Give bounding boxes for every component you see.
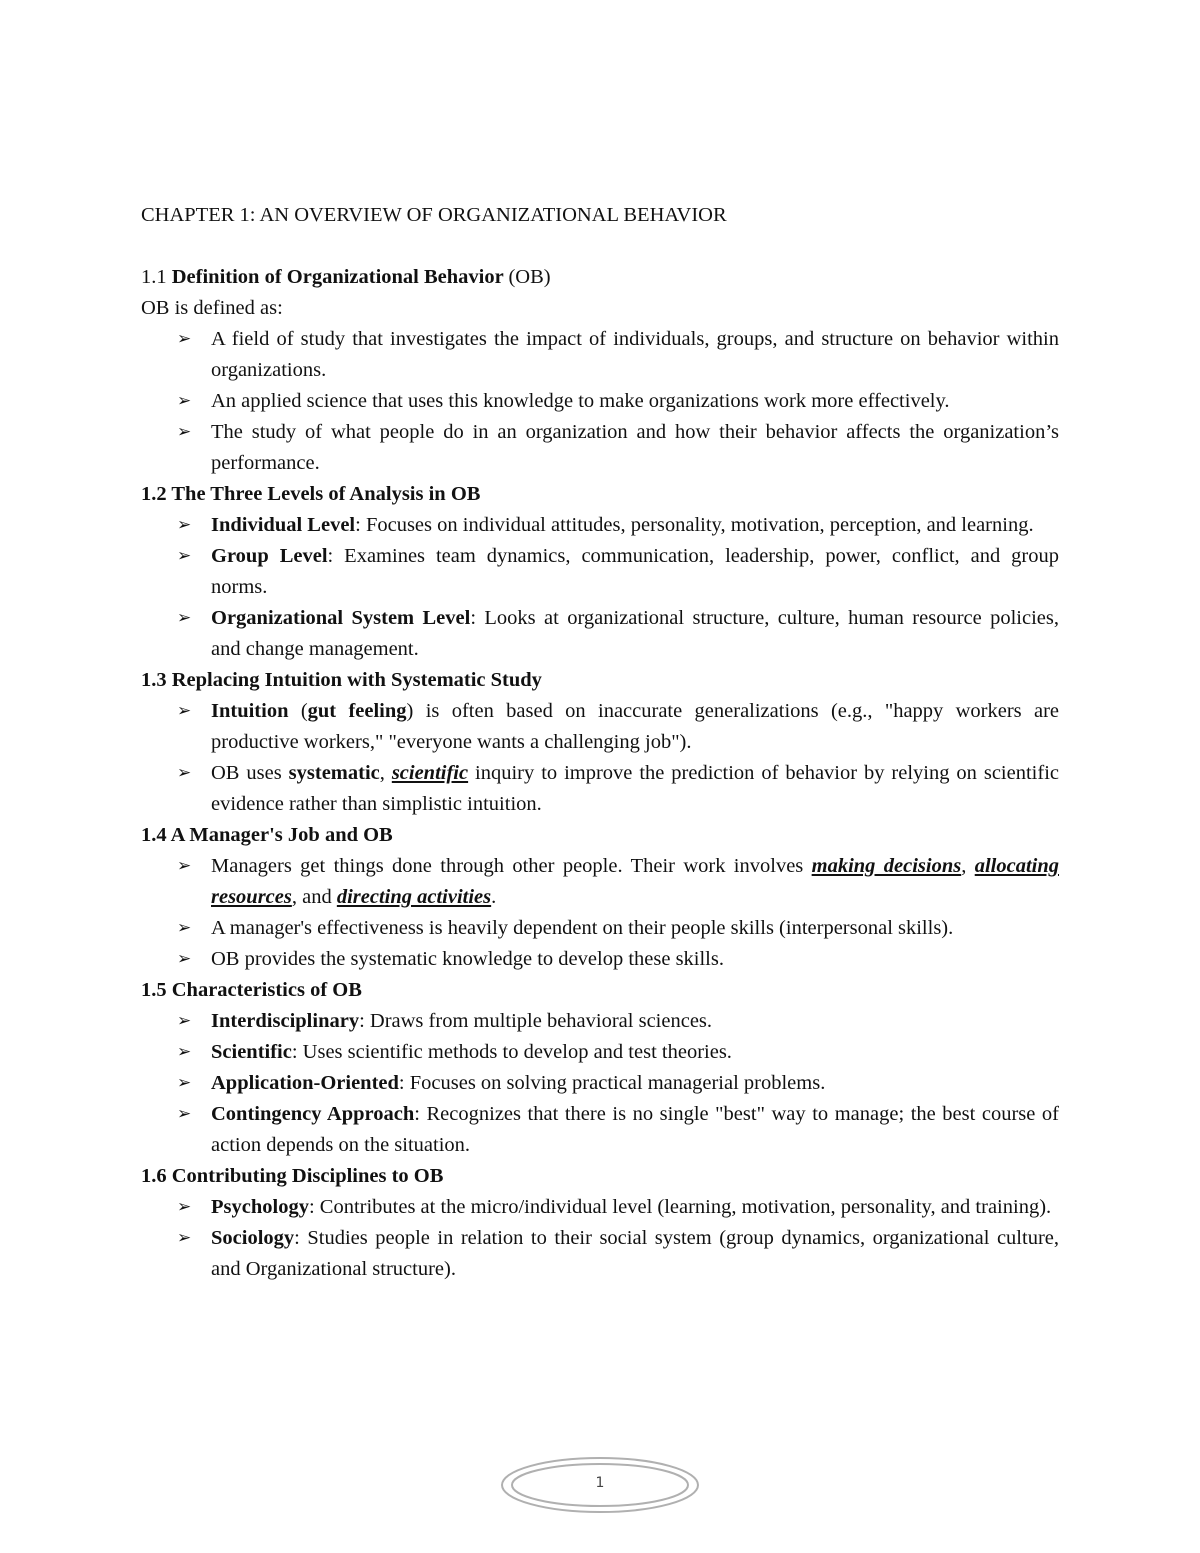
item-desc: : Contributes at the micro/individual level (learning, motivation, personality, and training). (308, 1196, 1052, 1218)
item-text: , (379, 762, 392, 784)
characteristics-list (141, 1006, 1059, 1161)
item-desc: : Recognizes that there is no single "best" way to manage; the best course of action depends on the situation. (211, 1103, 1060, 1156)
item-desc: : Examines team dynamics, communication, leadership, power, conflict, and group norms. (211, 545, 1059, 598)
item-desc: : Focuses on solving practical managerial problems. (398, 1072, 826, 1094)
item-term: gut feeling (307, 700, 407, 722)
arrow-bullet-icon: ➢ (177, 701, 192, 721)
list-item (177, 1099, 1060, 1161)
item-term: Sociology (211, 1227, 295, 1249)
arrow-bullet-icon: ➢ (177, 856, 192, 876)
arrow-bullet-icon: ➢ (177, 949, 192, 969)
section-heading-1-5: 1.5 Characteristics of OB (141, 979, 362, 1001)
item-text: OB provides the systematic knowledge to develop these skills. (211, 948, 724, 970)
item-desc: : Studies people in relation to their social system (group dynamics, organizational culture, and Organizational structure). (211, 1227, 1059, 1280)
item-term: Psychology (211, 1196, 309, 1218)
section-heading-1-3: 1.3 Replacing Intuition with Systematic Study (141, 669, 542, 691)
item-term: Group Level (211, 545, 328, 567)
item-text: ( (288, 700, 308, 722)
item-term: Contingency Approach (211, 1103, 415, 1125)
list-item (177, 1006, 1059, 1037)
page-number: 1 (595, 1475, 605, 1491)
list-item (177, 1068, 1059, 1099)
item-term-emphasis: directing activities (336, 886, 492, 908)
definition-list (141, 324, 1059, 479)
list-item (177, 758, 1059, 820)
list-item (177, 541, 1059, 603)
list-item (177, 944, 1059, 975)
list-item (177, 510, 1059, 541)
arrow-bullet-icon: ➢ (177, 515, 192, 535)
item-term: Individual Level (211, 514, 356, 536)
item-text: A field of study that investigates the impact of individuals, groups, and structure on behavior within organizations. (211, 328, 1059, 381)
item-desc: : Focuses on individual attitudes, personality, motivation, perception, and learning. (355, 514, 1034, 536)
disciplines-list (141, 1192, 1059, 1285)
arrow-bullet-icon: ➢ (177, 1104, 192, 1124)
item-term-emphasis: scientific (391, 762, 469, 784)
item-text: OB uses (211, 762, 289, 784)
arrow-bullet-icon: ➢ (177, 1228, 192, 1248)
item-desc: : Uses scientific methods to develop and test theories. (291, 1041, 732, 1063)
list-item (177, 324, 1059, 386)
definition-intro: OB is defined as: (141, 297, 283, 319)
list-item (177, 386, 1059, 417)
list-item (177, 851, 1060, 913)
arrow-bullet-icon: ➢ (177, 608, 192, 628)
list-item (177, 603, 1059, 665)
section-heading-1-1 (141, 262, 1059, 293)
list-item (177, 696, 1060, 758)
arrow-bullet-icon: ➢ (177, 1011, 192, 1031)
manager-list (141, 851, 1059, 975)
arrow-bullet-icon: ➢ (177, 918, 192, 938)
item-text: , (961, 855, 975, 877)
intuition-list (141, 696, 1059, 820)
item-desc: inquiry to improve the prediction of behavior by relying on scientific evidence rather than simplistic intuition. (211, 762, 1059, 815)
item-text: An applied science that uses this knowledge to make organizations work more effectively. (211, 390, 950, 412)
section-heading-1-6: 1.6 Contributing Disciplines to OB (141, 1165, 444, 1187)
item-desc: : Looks at organizational structure, culture, human resource policies, and change management. (211, 607, 1059, 660)
list-item (177, 1192, 1059, 1223)
item-term: Intuition (211, 700, 289, 722)
section-number: 1.1 (141, 266, 167, 288)
arrow-bullet-icon: ➢ (177, 391, 192, 411)
item-term-emphasis: allocating resources (211, 855, 1060, 908)
document-body (141, 200, 1059, 1285)
item-term: systematic (288, 762, 380, 784)
item-term-emphasis: making decisions (811, 855, 962, 877)
item-term: Interdisciplinary (211, 1010, 360, 1032)
list-item (177, 913, 1059, 944)
arrow-bullet-icon: ➢ (177, 1197, 192, 1217)
section-title-abbrev: (OB) (508, 266, 551, 288)
arrow-bullet-icon: ➢ (177, 422, 192, 442)
list-item (177, 1037, 1059, 1068)
section-heading-1-2: 1.2 The Three Levels of Analysis in OB (141, 483, 481, 505)
item-term: Scientific (211, 1041, 292, 1063)
item-desc: ) is often based on inaccurate generalizations (e.g., "happy workers are productive workers," "everyone wants a challenging job"). (211, 700, 1060, 753)
section-title: Definition of Organizational Behavior (171, 266, 504, 288)
list-item (177, 417, 1059, 479)
item-text: , and (291, 886, 337, 908)
item-desc: : Draws from multiple behavioral sciences. (359, 1010, 713, 1032)
arrow-bullet-icon: ➢ (177, 763, 192, 783)
page-number-badge (500, 1455, 700, 1515)
levels-list (141, 510, 1059, 665)
item-text: . (491, 886, 497, 908)
chapter-title: CHAPTER 1: AN OVERVIEW OF ORGANIZATIONAL BEHAVIOR (141, 204, 727, 226)
item-term: Organizational System Level (211, 607, 471, 629)
list-item (177, 1223, 1059, 1285)
item-text: Managers get things done through other people. Their work involves (211, 855, 812, 877)
arrow-bullet-icon: ➢ (177, 329, 192, 349)
item-term: Application-Oriented (211, 1072, 399, 1094)
arrow-bullet-icon: ➢ (177, 546, 192, 566)
item-text: A manager's effectiveness is heavily dependent on their people skills (interpersonal skills). (211, 917, 954, 939)
arrow-bullet-icon: ➢ (177, 1073, 192, 1093)
section-heading-1-4: 1.4 A Manager's Job and OB (141, 824, 393, 846)
item-text: The study of what people do in an organization and how their behavior affects the organization’s performance. (211, 421, 1059, 474)
arrow-bullet-icon: ➢ (177, 1042, 192, 1062)
